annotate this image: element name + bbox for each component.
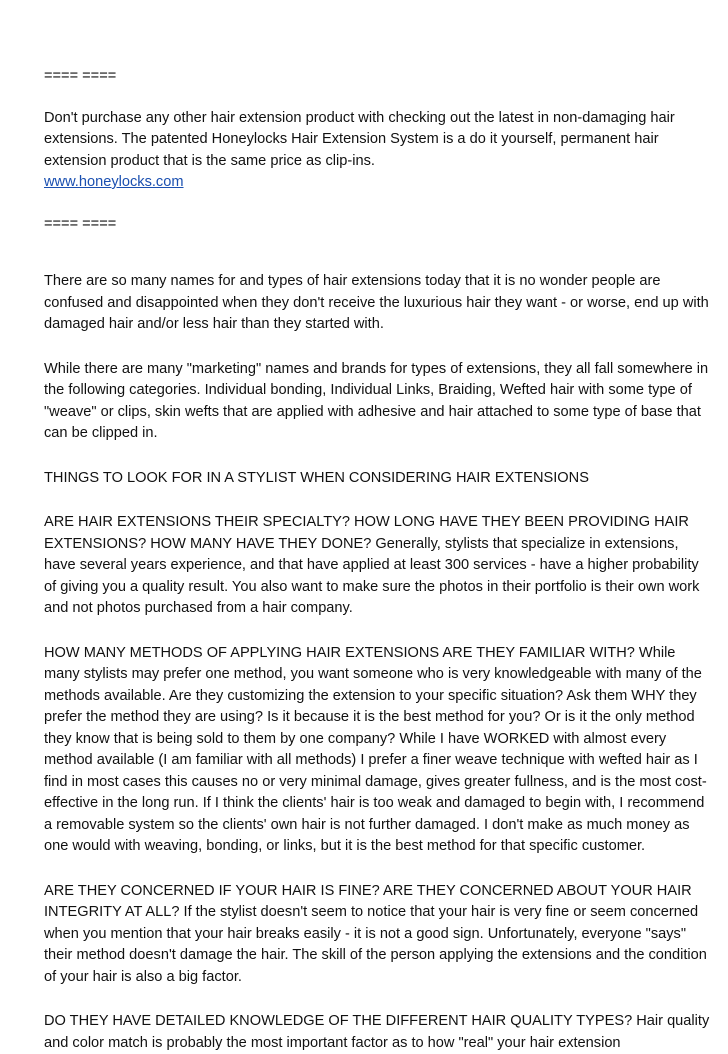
spacer (44, 88, 714, 108)
separator-top: ==== ==== (44, 68, 117, 84)
spacer (44, 336, 714, 359)
spacer (44, 489, 714, 512)
spacer (44, 445, 714, 468)
paragraph-methods: HOW MANY METHODS OF APPLYING HAIR EXTENSIONS ARE THEY FAMILIAR WITH? While many stylists may prefer one method, you want someone who is very knowledgeable with many of the methods available. Are they customizing the extension to your specific situation? Ask them WHY they prefer the method they are using? Is it because it is the best method for you? Or is it the only method they know that is being sold to them by one company? While I have WORKED with almost every method available (I am familiar with all methods) I prefer a finer weave technique with wefted hair as I find in most cases this causes no or very minimal damage, gives greater fullness, and is the most cost-effective in the long run. If I think the clients' hair is too weak and damaged to begin with, I recommend a removable system so the clients' own hair is not further damaged. I don't make as much money as one would with weaving, bonding, or links, but it is the best method for that specific customer. (44, 644, 707, 854)
promo-text: Don't purchase any other hair extension product with checking out the latest in non-damaging hair extensions. The patented Honeylocks Hair Extension System is a do it yourself, permanent hair extension product that is the same price as clip-ins. (44, 109, 675, 169)
spacer (44, 858, 714, 881)
spacer (44, 235, 714, 271)
honeylocks-link[interactable]: www.honeylocks.com (44, 174, 184, 190)
separator-bottom: ==== ==== (44, 215, 117, 232)
paragraph-hair-quality: DO THEY HAVE DETAILED KNOWLEDGE OF THE DIFFERENT HAIR QUALITY TYPES? Hair quality and color match is probably the most important factor as to how "real" your hair extension (44, 1013, 710, 1051)
paragraph-categories: While there are many "marketing" names and brands for types of extensions, they all fall somewhere in the following categories. Individual bonding, Individual Links, Braiding, Wefted hair with some type of "weave" or clips, skin wefts that are applied with adhesive and hair attached to some type of base that can be clipped in. (44, 360, 709, 441)
spacer (44, 620, 714, 643)
paragraph-specialty: ARE HAIR EXTENSIONS THEIR SPECIALTY? HOW LONG HAVE THEY BEEN PROVIDING HAIR EXTENSIONS? HOW MANY HAVE THEY DONE? Generally, stylists that specialize in extensions, have several years experience, and that have applied at least 300 services - have a higher probability of giving you a quality result. You also want to make sure the photos in their portfolio is their own work and not photos purchased from a hair company. (44, 514, 700, 616)
spacer (44, 194, 714, 214)
spacer (44, 988, 714, 1011)
paragraph-intro: There are so many names for and types of hair extensions today that it is no wonder people are confused and disappointed when they don't receive the luxurious hair they want - or worse, end up with damaged hair and/or less hair than they started with. (44, 273, 709, 332)
paragraph-fine-hair: ARE THEY CONCERNED IF YOUR HAIR IS FINE? ARE THEY CONCERNED ABOUT YOUR HAIR INTEGRITY AT ALL? If the stylist doesn't seem to notice that your hair is very fine or seem concerned when you mention that your hair breaks easily - it is not a good sign. Unfortunately, everyone "says" their method doesn't damage the hair. The skill of the person applying the extensions and the condition of your hair is also a big factor. (44, 882, 707, 985)
section-heading: THINGS TO LOOK FOR IN A STYLIST WHEN CONSIDERING HAIR EXTENSIONS (44, 469, 589, 486)
document-page (44, 66, 714, 1054)
